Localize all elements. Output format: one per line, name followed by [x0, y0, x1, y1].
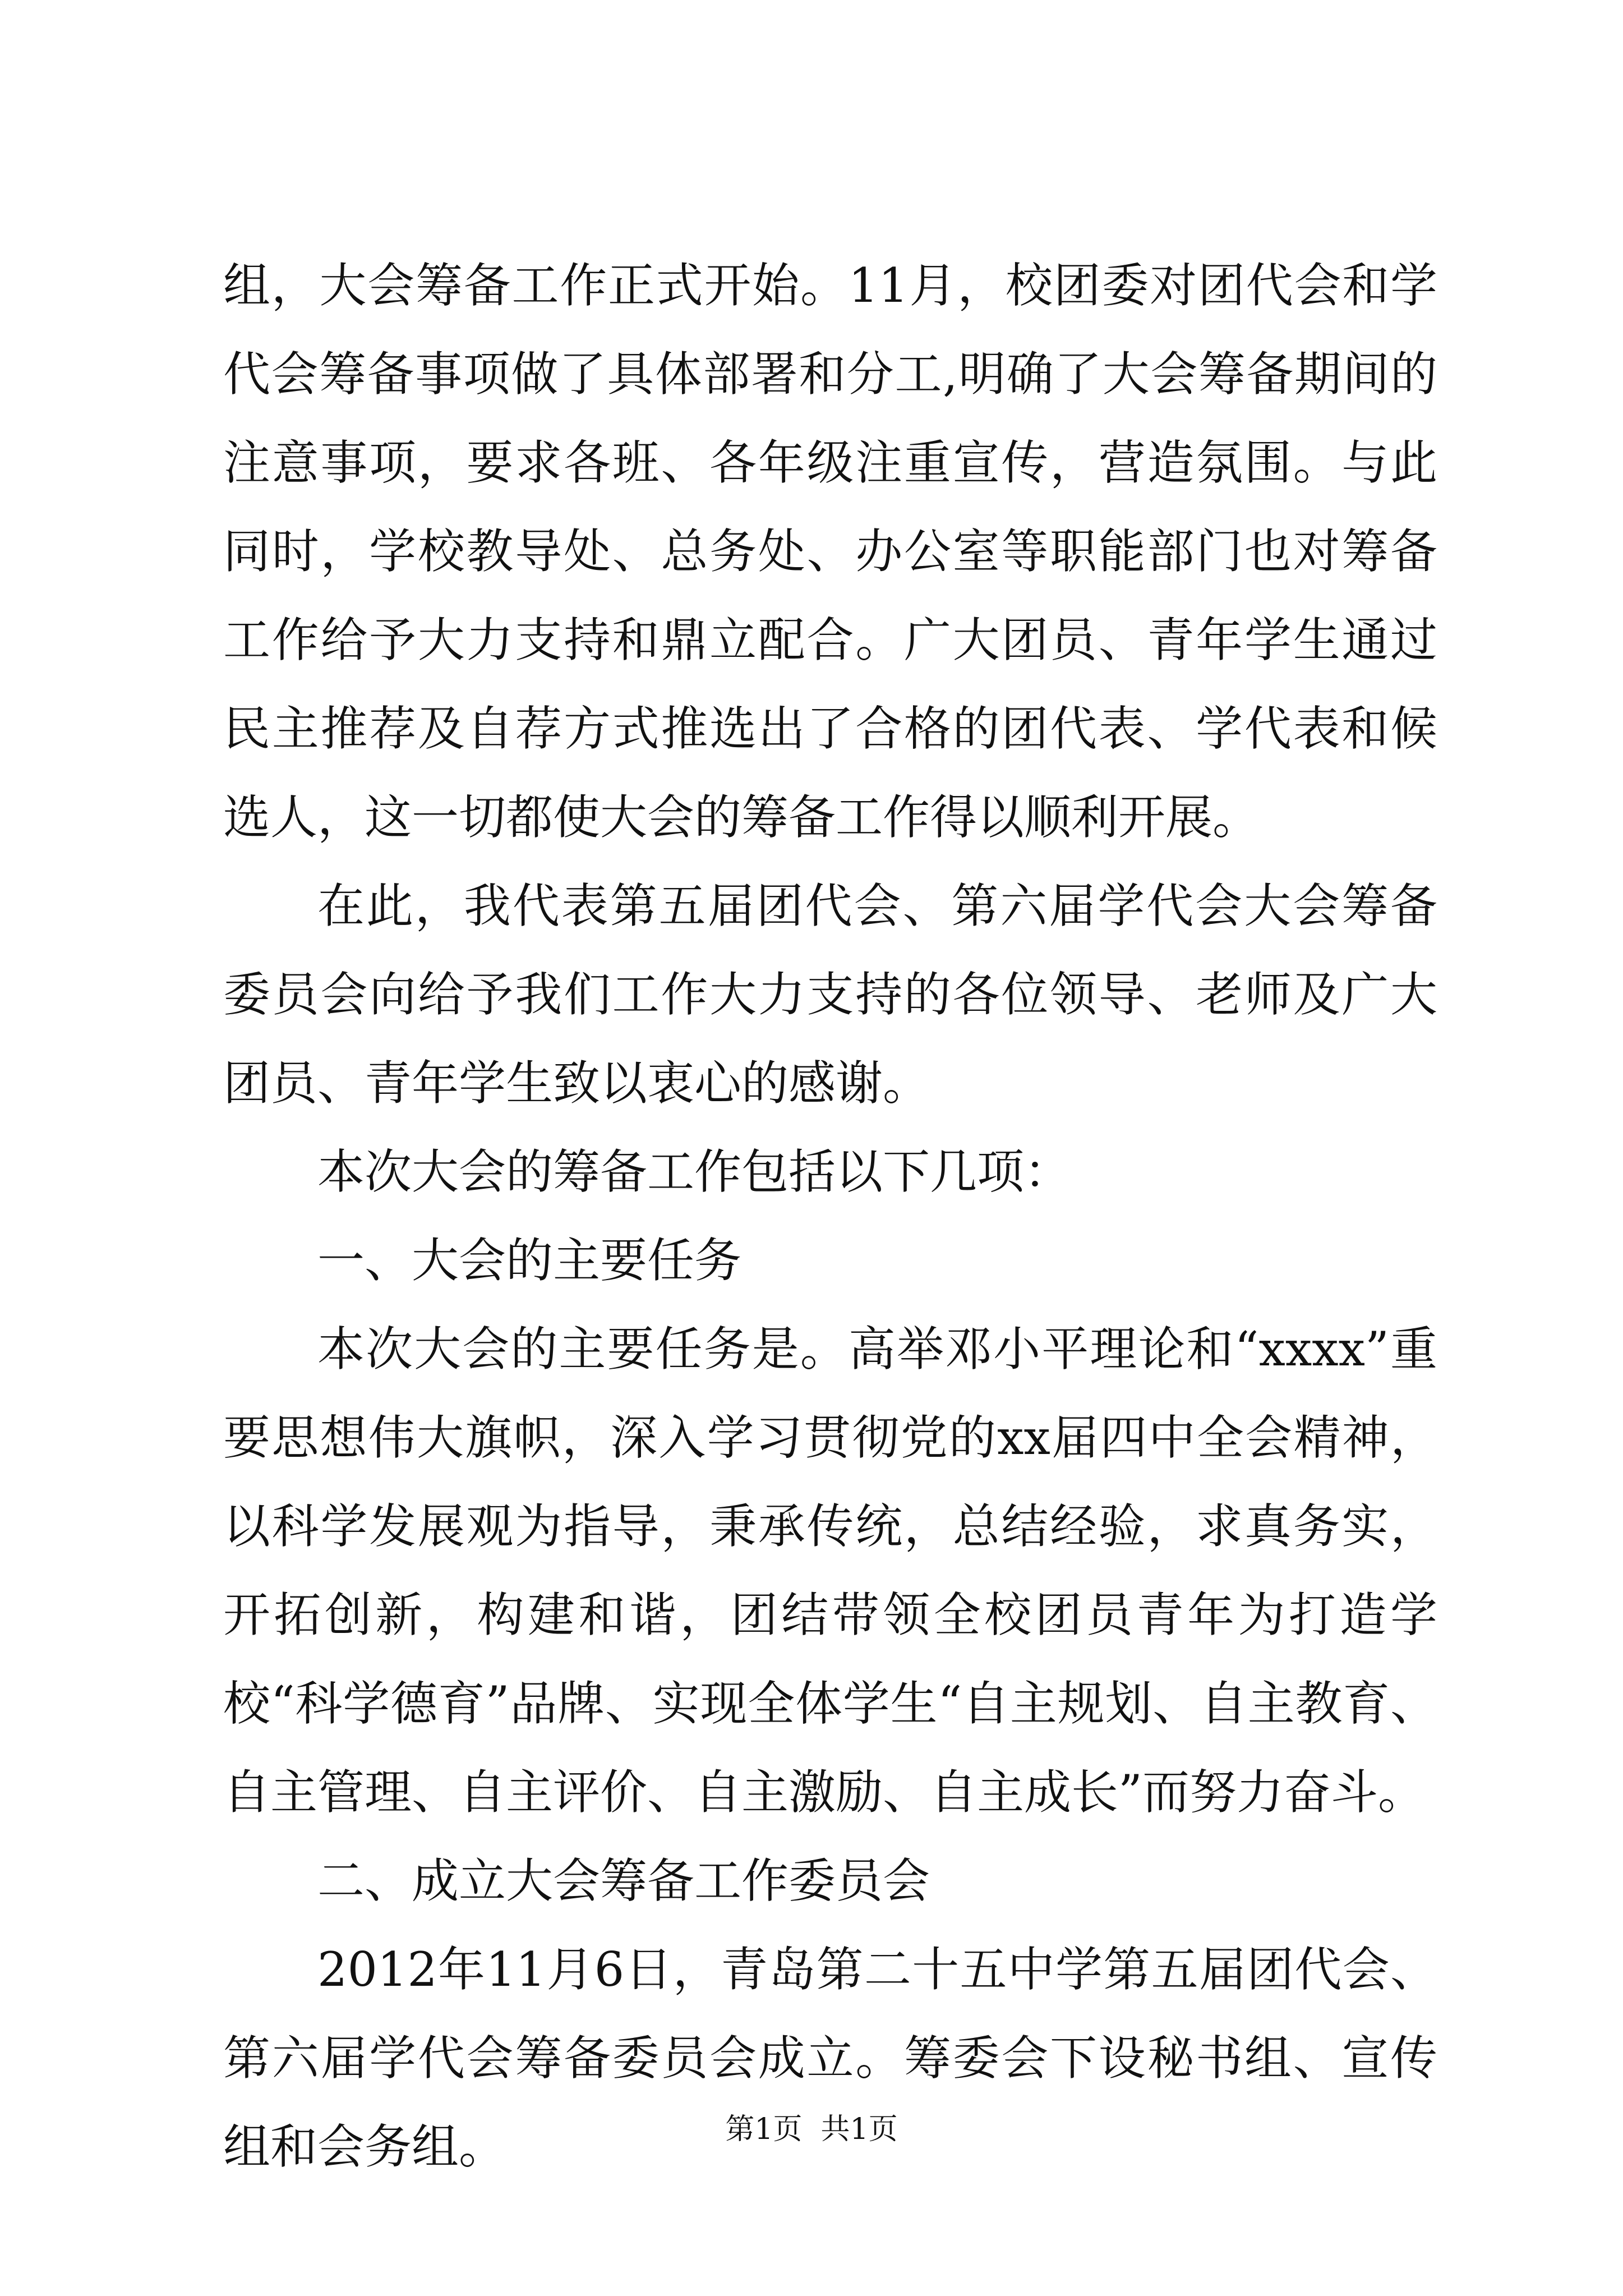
document-body	[223, 241, 1437, 2191]
page-number: 第1页 共1页	[725, 2113, 898, 2146]
page-footer	[0, 2113, 1623, 2146]
section-heading-main-tasks: 一、大会的主要任务	[317, 1233, 742, 1288]
paragraph-preparation-start: 组，大会筹备工作正式开始。11月，校团委对团代会和学代会筹备事项做了具体部署和分工,明确了大会筹备期间的注意事项，要求各班、各年级注重宣传，营造氛围。与此同时，学校教导处、总务处、办公室等职能部门也对筹备工作给予大力支持和鼎立配合。广大团员、青年学生通过民主推荐及自荐方式推选出了合格的团代表、学代表和候选人，这一切都使大会的筹备工作得以顺利开展。	[223, 258, 1437, 845]
paragraph-committee: 2012年11月6日，青岛第二十五中学第五届团代会、第六届学代会筹备委员会成立。筹委会下设秘书组、宣传组和会务组。	[223, 1942, 1437, 2174]
paragraph-main-tasks: 本次大会的主要任务是。高举邓小平理论和“xxxx”重要思想伟大旗帜，深入学习贯彻党的xx届四中全会精神，以科学发展观为指导，秉承传统，总结经验，求真务实，开拓创新，构建和谐，团结带领全校团员青年为打造学校“科学德育”品牌、实现全体学生“自主规划、自主教育、自主管理、自主评价、自主激励、自主成长”而努力奋斗。	[223, 1322, 1437, 1820]
paragraph-thanks: 在此，我代表第五届团代会、第六届学代会大会筹备委员会向给予我们工作大力支持的各位领导、老师及广大团员、青年学生致以衷心的感谢。	[223, 878, 1437, 1111]
section-heading-committee: 二、成立大会筹备工作委员会	[317, 1853, 930, 1908]
paragraph-items-intro: 本次大会的筹备工作包括以下几项：	[317, 1144, 1072, 1199]
